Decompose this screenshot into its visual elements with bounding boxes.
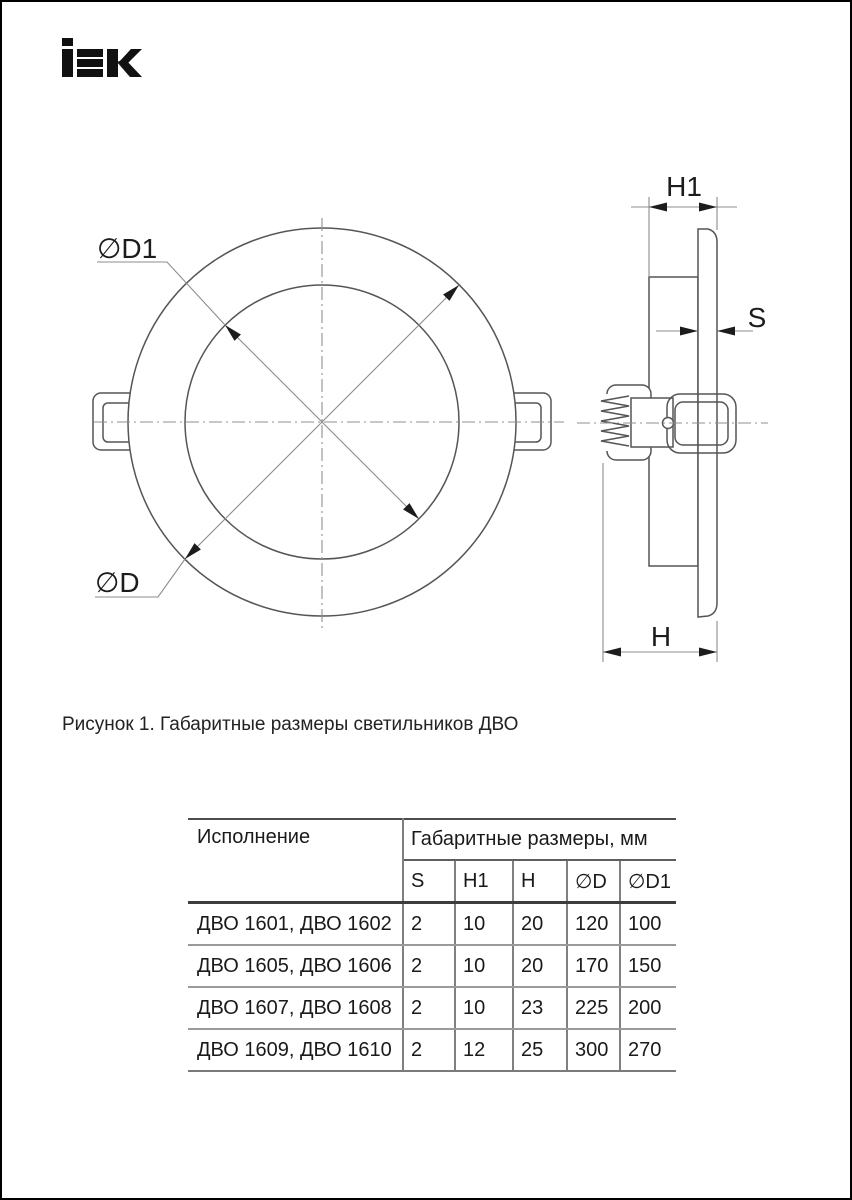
s-label: S: [747, 302, 767, 333]
column-header-ispolnenie: Исполнение: [188, 819, 403, 903]
s-arrow-right: [717, 327, 735, 336]
cell-d1: 270: [620, 1029, 676, 1071]
cell-h1: 10: [455, 903, 513, 946]
table-row: [188, 1029, 676, 1071]
subheader-d1: ∅D1: [620, 860, 676, 903]
d1-label: ∅D1: [97, 233, 158, 264]
h1-label: H1: [666, 171, 702, 202]
cell-s: 2: [403, 903, 455, 946]
h1-arrow-right: [699, 203, 717, 212]
cell-h: 25: [513, 1029, 567, 1071]
cell-h: 20: [513, 903, 567, 946]
cell-s: 2: [403, 945, 455, 987]
cell-d: 300: [567, 1029, 620, 1071]
front-view: [93, 218, 564, 632]
h-label: H: [650, 621, 672, 652]
group-header-dimensions: Габаритные размеры, мм: [403, 819, 676, 860]
subheader-h1: H1: [455, 860, 513, 903]
table-row: [188, 987, 676, 1029]
h1-arrow-left: [649, 203, 667, 212]
cell-h1: 10: [455, 987, 513, 1029]
table-row: [188, 903, 676, 946]
row-name: ДВО 1601, ДВО 1602: [188, 903, 403, 946]
cell-h1: 10: [455, 945, 513, 987]
row-name: ДВО 1609, ДВО 1610: [188, 1029, 403, 1071]
cell-d: 225: [567, 987, 620, 1029]
cell-d1: 150: [620, 945, 676, 987]
cell-d1: 200: [620, 987, 676, 1029]
cell-h: 20: [513, 945, 567, 987]
row-name: ДВО 1607, ДВО 1608: [188, 987, 403, 1029]
cell-d: 170: [567, 945, 620, 987]
h-arrow-right: [699, 648, 717, 657]
row-name: ДВО 1605, ДВО 1606: [188, 945, 403, 987]
side-view: [577, 171, 768, 662]
cell-s: 2: [403, 987, 455, 1029]
cell-s: 2: [403, 1029, 455, 1071]
cell-d: 120: [567, 903, 620, 946]
dimensions-table: [188, 818, 676, 1072]
cell-h1: 12: [455, 1029, 513, 1071]
subheader-s: S: [403, 860, 455, 903]
cell-h: 23: [513, 987, 567, 1029]
figure-caption: Рисунок 1. Габаритные размеры светильников ДВО: [62, 714, 519, 735]
subheader-h: H: [513, 860, 567, 903]
table-row: [188, 945, 676, 987]
h-arrow-left: [603, 648, 621, 657]
subheader-d: ∅D: [567, 860, 620, 903]
d-label: ∅D: [95, 567, 140, 598]
cell-d1: 100: [620, 903, 676, 946]
